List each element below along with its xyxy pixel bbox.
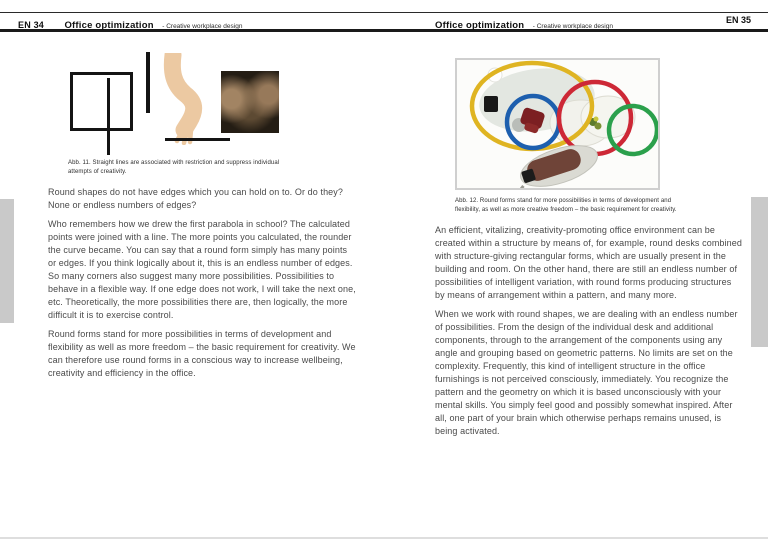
footer-rule bbox=[0, 537, 768, 539]
side-tab-right bbox=[751, 197, 768, 347]
header-title-left: Office optimization bbox=[64, 20, 154, 31]
header-rule-thin bbox=[0, 12, 768, 13]
round-desks-rings-image bbox=[457, 60, 658, 188]
right-page-column bbox=[435, 58, 743, 444]
hands-on-head-photo bbox=[221, 71, 279, 133]
page-number-left: EN 34 bbox=[18, 20, 45, 30]
square-crossing-line bbox=[107, 78, 110, 155]
page-number-right: EN 35 bbox=[725, 15, 751, 25]
arm-photo bbox=[150, 53, 230, 145]
paragraph: An efficient, vitalizing, creativity-promoting office environment can be created within a structure by means of, for example, round desks combined with structure-giving rectangular forms, which are usually present in the building and room. On the other hand, there are still an endless number of possibilities of intelligent variation, with round forms producing structures by means of arrangement within a pattern, and many more. bbox=[435, 225, 742, 300]
black-box-shape bbox=[484, 96, 498, 112]
figure-11 bbox=[48, 52, 356, 152]
figure-12-photo bbox=[455, 58, 660, 190]
left-page-body bbox=[48, 186, 356, 380]
header-title-right: Office optimization bbox=[435, 20, 525, 31]
header-left bbox=[18, 15, 242, 33]
paragraph: Round forms stand for more possibilities in terms of development and flexibility as well as more freedom – the basic requirement for creativity. We can therefore use round forms in a conscious way to increase wellbeing, creativity and efficiency in the office. bbox=[48, 329, 356, 378]
figure-11-caption: Abb. 11. Straight lines are associated with restriction and suppress individual attempts of creativity. bbox=[68, 160, 280, 175]
horizontal-bar-line bbox=[165, 138, 230, 141]
paragraph: Round shapes do not have edges which you can hold on to. Or do they? None or endless numbers of edges? bbox=[48, 187, 343, 210]
header-subtitle-right: - Creative workplace design bbox=[532, 23, 613, 30]
square-diagram-icon bbox=[70, 72, 133, 131]
right-page-body bbox=[435, 224, 743, 438]
header-subtitle-left: - Creative workplace design bbox=[162, 23, 243, 30]
side-tab-left bbox=[0, 199, 14, 323]
left-page-column bbox=[48, 52, 356, 386]
paragraph: Who remembers how we drew the first parabola in school? The calculated points were joined with a line. The more points you calculated, the rounder the curve became. You can say that a round form simply has many points or edges. If you think logically about it, this is an endless number of edges. So many corners also suggest many more possibilities. Possibilities to behave in a flexible way. If one edge does not work, I will take the next one, etc. Theoretically, the more possibilities there are, then logically, the more difficult it is to exercise control. bbox=[48, 219, 356, 320]
header-right bbox=[435, 15, 613, 33]
figure-12-caption: Abb. 12. Round forms stand for more possibilities in terms of development and flexibility, as well as more creative freedom – the basic requirement for creativity. bbox=[455, 198, 677, 213]
arm-shape bbox=[172, 55, 193, 130]
paragraph: When we work with round shapes, we are dealing with an endless number of possibilities. From the design of the individual desk and additional components, through to the arrangement of the components using any angle and grouping based on geometric patterns. No limits are set on the complexity. Frequently, this kind of intelligent structure in the office furnishings is not perceived consciously, immediately. You recognize the pattern and the geometry on which it is based unconsciously with your mental skills. You simply feel good and possibly somewhat inspired. After all, one part of your brain which otherwise perhaps remains unused, is being activated. bbox=[435, 309, 738, 436]
